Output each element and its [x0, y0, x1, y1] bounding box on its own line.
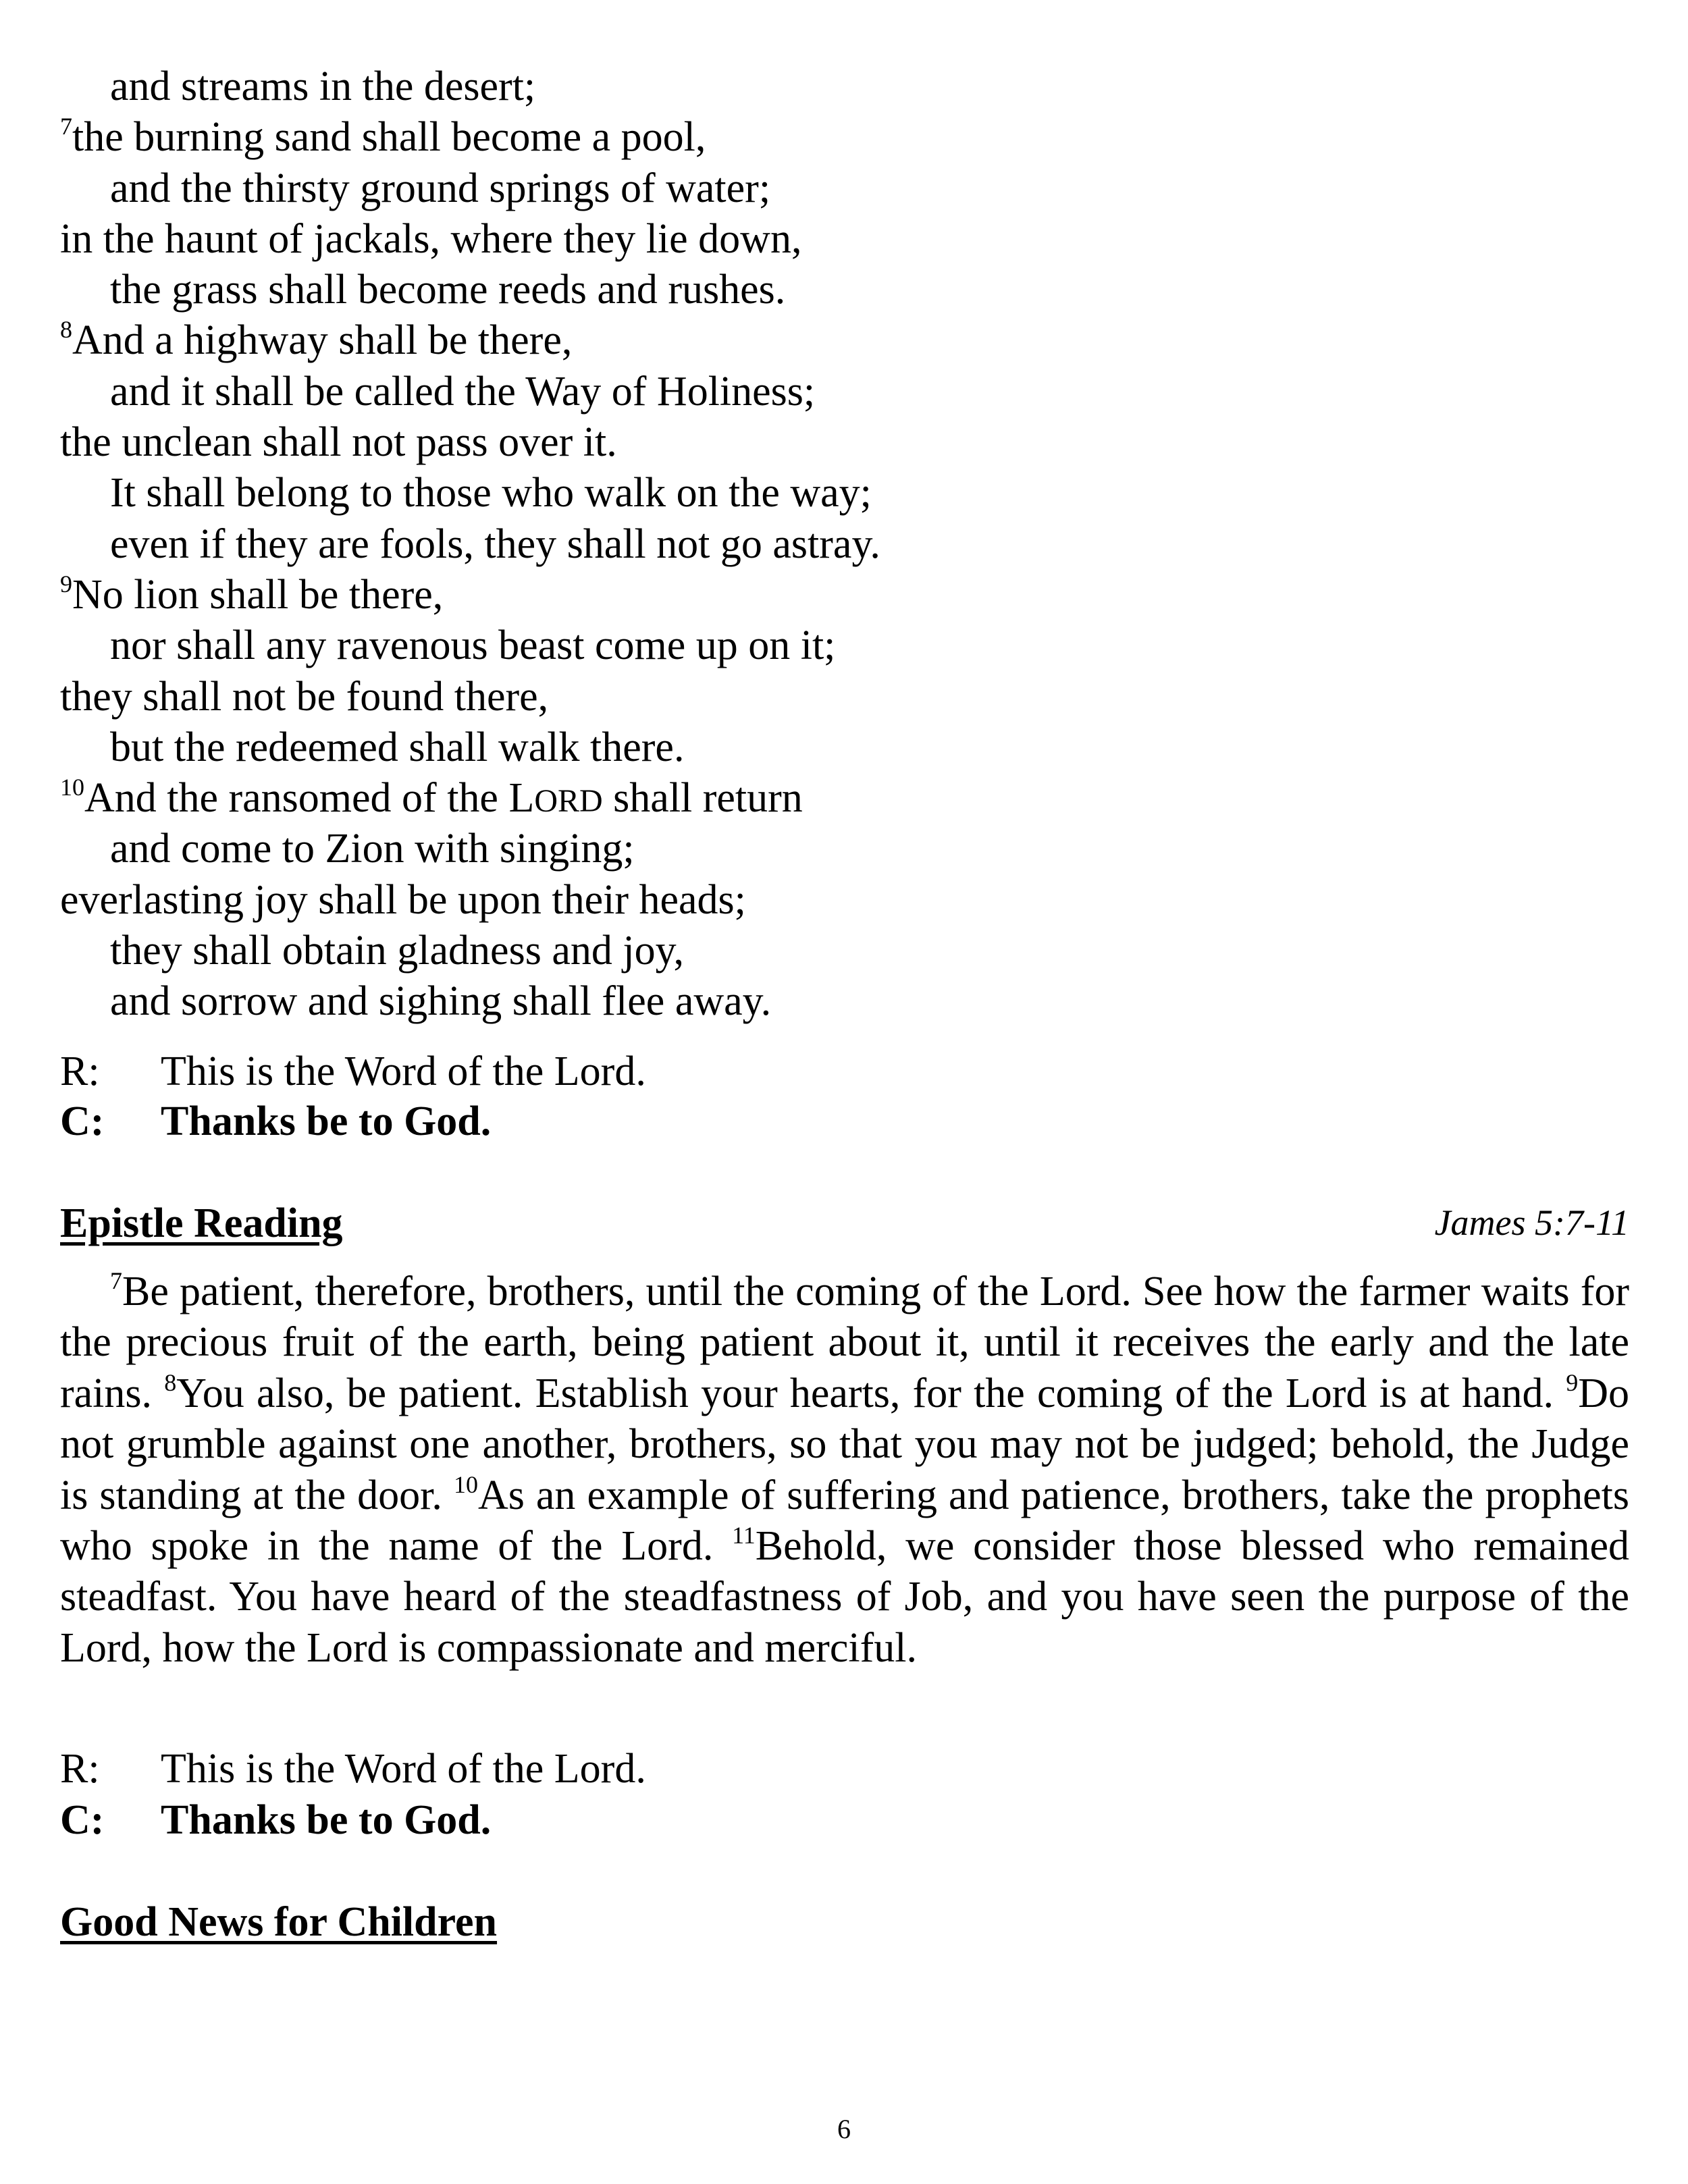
verse-number: 8 [60, 316, 72, 344]
verse-number: 10 [453, 1470, 478, 1498]
poem-line [60, 468, 880, 518]
line-text: and come to Zion with singing; [110, 826, 635, 872]
response-congregation [60, 1794, 491, 1846]
poem-line [60, 265, 880, 315]
verse-number: 7 [60, 113, 72, 140]
line-text: but the redeemed shall walk there. [110, 724, 685, 770]
congregation-text: Thanks be to God. [161, 1797, 492, 1843]
poem-line [60, 976, 880, 1027]
poem-line [60, 163, 880, 214]
line-text: even if they are fools, they shall not go astray. [110, 521, 880, 567]
poem-line [60, 315, 880, 366]
verse-number: 8 [164, 1368, 177, 1396]
epistle-text [60, 1267, 1629, 1674]
reader-label: R: [60, 1746, 100, 1792]
verse-number: 7 [110, 1267, 122, 1294]
poem-line [60, 620, 880, 671]
lord-small-caps: LORD [508, 775, 603, 822]
congregation-text: Thanks be to God. [161, 1098, 492, 1144]
line-text: the burning sand shall become a pool, [72, 114, 706, 161]
verse-text: As an example of suffering and patience, brothers, take the prophets who spoke in the name of the Lord. [60, 1472, 1630, 1570]
line-text: and streams in the desert; [110, 63, 536, 109]
poem-line [60, 570, 880, 620]
line-text: the grass shall become reeds and rushes. [110, 267, 786, 313]
poem-line [60, 722, 880, 773]
line-text: And the ransomed of the [84, 775, 509, 822]
line-text: they shall obtain gladness and joy, [110, 928, 685, 974]
epistle-heading: Epistle Reading [60, 1200, 343, 1246]
reader-text: This is the Word of the Lord. [161, 1048, 646, 1094]
isaiah-poem [60, 61, 880, 1028]
line-text: shall return [602, 775, 803, 822]
poem-line [60, 519, 880, 570]
line-text: they shall not be found there, [60, 673, 549, 720]
page-number: 6 [837, 2114, 851, 2144]
reader-label: R: [60, 1048, 100, 1094]
line-text: and sorrow and sighing shall flee away. [110, 978, 772, 1025]
line-text: and it shall be called the Way of Holiness; [110, 368, 816, 415]
verse-text: You also, be patient. Establish your hearts, for the coming of the Lord is at hand. [176, 1370, 1566, 1416]
verse-number: 11 [732, 1522, 756, 1549]
line-text: the unclean shall not pass over it. [60, 419, 617, 466]
poem-line [60, 824, 880, 874]
line-text: and the thirsty ground springs of water; [110, 165, 771, 211]
poem-line [60, 773, 880, 824]
verse-text: Do not grumble against one another, brothers, so that you may not be judged; behold, the Judge is standing at the door. [60, 1370, 1629, 1518]
line-text: It shall belong to those who walk on the way; [110, 470, 872, 516]
verse-number: 10 [60, 774, 84, 801]
line-text: in the haunt of jackals, where they lie down, [60, 215, 802, 262]
response-reader [60, 1743, 646, 1794]
poem-line [60, 214, 880, 265]
line-text: And a highway shall be there, [72, 317, 573, 364]
poem-line [60, 367, 880, 417]
verse-text: Be patient, therefore, brothers, until the coming of the Lord. See how the farmer waits for the precious fruit of the earth, being patient about it, until it receives the early and the late rains. [60, 1269, 1629, 1416]
verse-number: 9 [1566, 1368, 1579, 1396]
line-text: nor shall any ravenous beast come up on it; [110, 622, 836, 669]
children-heading: Good News for Children [60, 1899, 498, 1945]
response-congregation [60, 1096, 491, 1147]
congregation-label: C: [60, 1797, 105, 1843]
verse-number: 9 [60, 570, 72, 597]
poem-line [60, 112, 880, 163]
poem-line [60, 926, 880, 976]
epistle-reference: James 5:7-11 [1434, 1202, 1629, 1243]
response-reader [60, 1046, 646, 1097]
reader-text: This is the Word of the Lord. [161, 1746, 646, 1792]
poem-line [60, 417, 880, 468]
poem-line [60, 61, 880, 112]
poem-line [60, 672, 880, 722]
verse-text: Behold, we consider those blessed who remained steadfast. You have heard of the steadfastness of Job, and you have seen the purpose of the Lord, how the Lord is compassionate and merciful. [60, 1523, 1630, 1671]
congregation-label: C: [60, 1098, 105, 1144]
line-text: No lion shall be there, [72, 571, 444, 618]
poem-line [60, 875, 880, 926]
line-text: everlasting joy shall be upon their heads; [60, 876, 746, 923]
